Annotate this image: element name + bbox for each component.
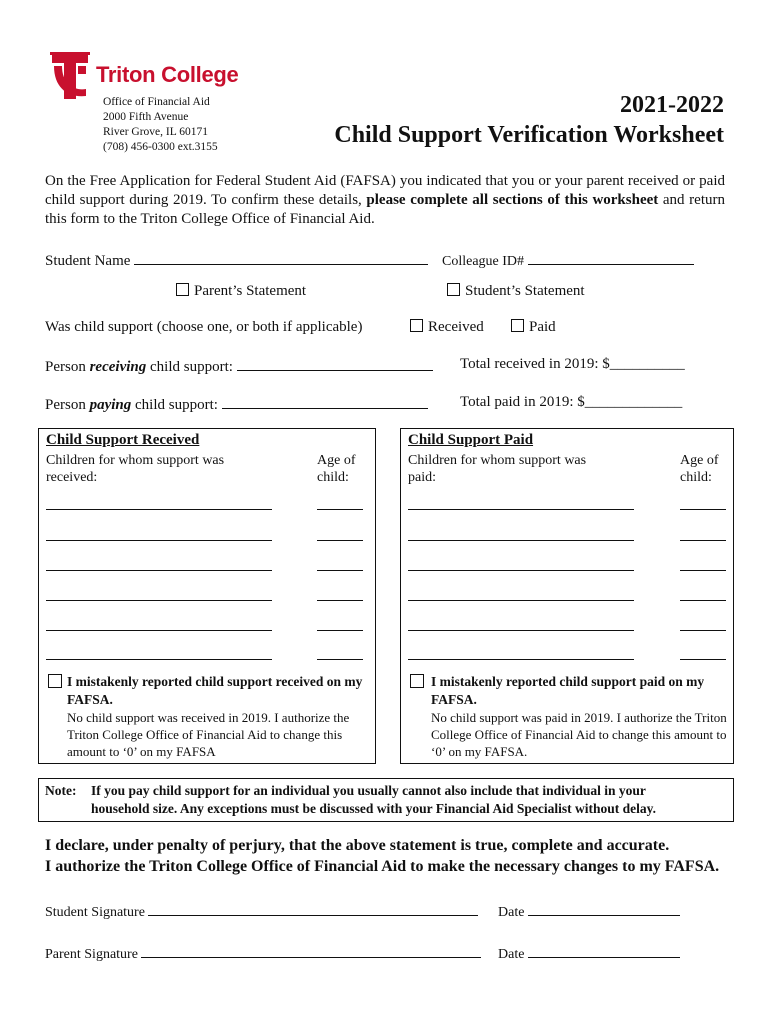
child-support-received-section	[38, 428, 376, 764]
person-receiving-field[interactable]	[237, 356, 433, 371]
paid-label: Paid	[529, 319, 556, 335]
tc-logo-mark-icon	[50, 52, 90, 102]
intro-text: and return this form to the Triton College Office of Financial Aid.	[45, 192, 725, 227]
paid-child-line[interactable]	[408, 570, 634, 571]
paid-age-line[interactable]	[680, 630, 726, 631]
logo-text: Triton College	[96, 62, 239, 87]
label-emphasis: paying	[89, 397, 132, 413]
date-label: Date	[498, 947, 525, 962]
paid-age-line[interactable]	[680, 509, 726, 510]
paid-child-line[interactable]	[408, 509, 634, 510]
declaration-line: I declare, under penalty of perjury, that the above statement is true, complete and accurate.	[45, 837, 670, 854]
parent-date-field[interactable]	[528, 943, 680, 958]
received-age-label: Age of child:	[317, 453, 356, 485]
received-heading: Child Support Received	[46, 432, 200, 448]
student-signature-label: Student Signature	[45, 905, 145, 920]
paid-children-label: Children for whom support was paid:	[408, 453, 587, 485]
parent-signature-row	[45, 943, 481, 963]
label-text: Person	[45, 397, 90, 413]
declaration	[45, 835, 719, 877]
form-year: 2021-2022	[620, 92, 724, 118]
paid-mistake-title: I mistakenly reported child support paid on my FAFSA.	[431, 674, 705, 707]
note-line: household size. Any exceptions must be discussed with your Financial Aid Specialist without delay.	[91, 801, 656, 816]
received-child-line[interactable]	[46, 570, 272, 571]
note-label: Note:	[45, 783, 77, 798]
label-text: Person	[45, 359, 90, 375]
total-paid[interactable]: Total paid in 2019: $_____________	[460, 394, 683, 410]
form-title: Child Support Verification Worksheet	[334, 122, 724, 148]
parent-statement-label: Parent’s Statement	[194, 283, 307, 299]
received-age-line[interactable]	[317, 600, 363, 601]
was-child-support-question: Was child support (choose one, or both if applicable)	[45, 319, 363, 335]
received-child-line[interactable]	[46, 540, 272, 541]
received-checkbox[interactable]	[410, 319, 423, 332]
intro-emphasis: please complete all sections of this worksheet	[366, 192, 659, 208]
received-children-label: Children for whom support was received:	[46, 453, 225, 485]
parent-signature-label: Parent Signature	[45, 947, 138, 962]
parent-date-row	[498, 943, 680, 963]
parent-signature-field[interactable]	[141, 943, 481, 958]
note-box	[38, 778, 734, 822]
received-child-line[interactable]	[46, 630, 272, 631]
paid-option[interactable]	[511, 319, 556, 336]
received-age-line[interactable]	[317, 659, 363, 660]
note-line: If you pay child support for an individual you usually cannot also include that individual in your	[91, 783, 646, 798]
total-received[interactable]: Total received in 2019: $__________	[460, 356, 685, 372]
paid-mistake-body: No child support was paid in 2019. I authorize the Triton College Office of Financial Aid to change this amount to ‘0’ on my FAFSA.	[431, 710, 727, 759]
student-name-field[interactable]	[134, 250, 428, 265]
label-text: child support:	[146, 359, 233, 375]
student-name-label: Student Name	[45, 253, 131, 269]
paid-child-line[interactable]	[408, 659, 634, 660]
received-age-line[interactable]	[317, 540, 363, 541]
student-signature-field[interactable]	[148, 901, 478, 916]
student-name-row	[45, 250, 428, 270]
paid-child-line[interactable]	[408, 600, 634, 601]
label-emphasis: receiving	[89, 359, 147, 375]
declaration-line: I authorize the Triton College Office of Financial Aid to make the necessary changes to my FAFSA.	[45, 858, 720, 875]
paid-age-line[interactable]	[680, 600, 726, 601]
intro-text: On the Free Application for Federal Student Aid (FAFSA) you indicated that you or your parent received or paid child support during 2019. To confirm these details,	[45, 173, 725, 208]
paid-checkbox[interactable]	[511, 319, 524, 332]
address-line: (708) 456-0300 ext.3155	[103, 141, 218, 153]
paid-age-line[interactable]	[680, 540, 726, 541]
parent-statement-checkbox[interactable]	[176, 283, 189, 296]
office-address	[103, 95, 218, 155]
received-age-line[interactable]	[317, 570, 363, 571]
intro-paragraph	[45, 172, 725, 229]
received-child-line[interactable]	[46, 509, 272, 510]
received-mistake-title: I mistakenly reported child support received on my FAFSA.	[67, 674, 363, 707]
received-age-line[interactable]	[317, 630, 363, 631]
colleague-id-label: Colleague ID#	[442, 254, 525, 269]
received-mistake-checkbox[interactable]	[48, 674, 62, 688]
label-text: child support:	[131, 397, 218, 413]
paid-age-line[interactable]	[680, 570, 726, 571]
date-label: Date	[498, 905, 525, 920]
person-receiving-row	[45, 356, 433, 376]
paid-age-label: Age of child:	[680, 453, 719, 485]
address-line: River Grove, IL 60171	[103, 126, 208, 138]
student-statement-checkbox[interactable]	[447, 283, 460, 296]
student-date-row	[498, 901, 680, 921]
person-paying-row	[45, 394, 428, 414]
paid-mistake-checkbox[interactable]	[410, 674, 424, 688]
paid-child-line[interactable]	[408, 540, 634, 541]
colleague-id-field[interactable]	[528, 250, 694, 265]
student-statement-label: Student’s Statement	[465, 283, 585, 299]
received-mistake-body: No child support was received in 2019. I authorize the Triton College Office of Financial Aid to change this amount to ‘0’ on my FAFSA	[67, 710, 350, 759]
received-label: Received	[428, 319, 484, 335]
address-line: Office of Financial Aid	[103, 96, 210, 108]
student-signature-row	[45, 901, 478, 921]
parent-statement-option[interactable]	[176, 283, 306, 300]
paid-heading: Child Support Paid	[408, 432, 534, 448]
received-child-line[interactable]	[46, 600, 272, 601]
received-option[interactable]	[410, 319, 484, 336]
paid-age-line[interactable]	[680, 659, 726, 660]
child-support-paid-section	[400, 428, 734, 764]
person-paying-field[interactable]	[222, 394, 428, 409]
student-date-field[interactable]	[528, 901, 680, 916]
address-line: 2000 Fifth Avenue	[103, 111, 189, 123]
paid-child-line[interactable]	[408, 630, 634, 631]
colleague-id-row	[442, 250, 694, 270]
student-statement-option[interactable]	[447, 283, 585, 300]
received-child-line[interactable]	[46, 659, 272, 660]
received-age-line[interactable]	[317, 509, 363, 510]
